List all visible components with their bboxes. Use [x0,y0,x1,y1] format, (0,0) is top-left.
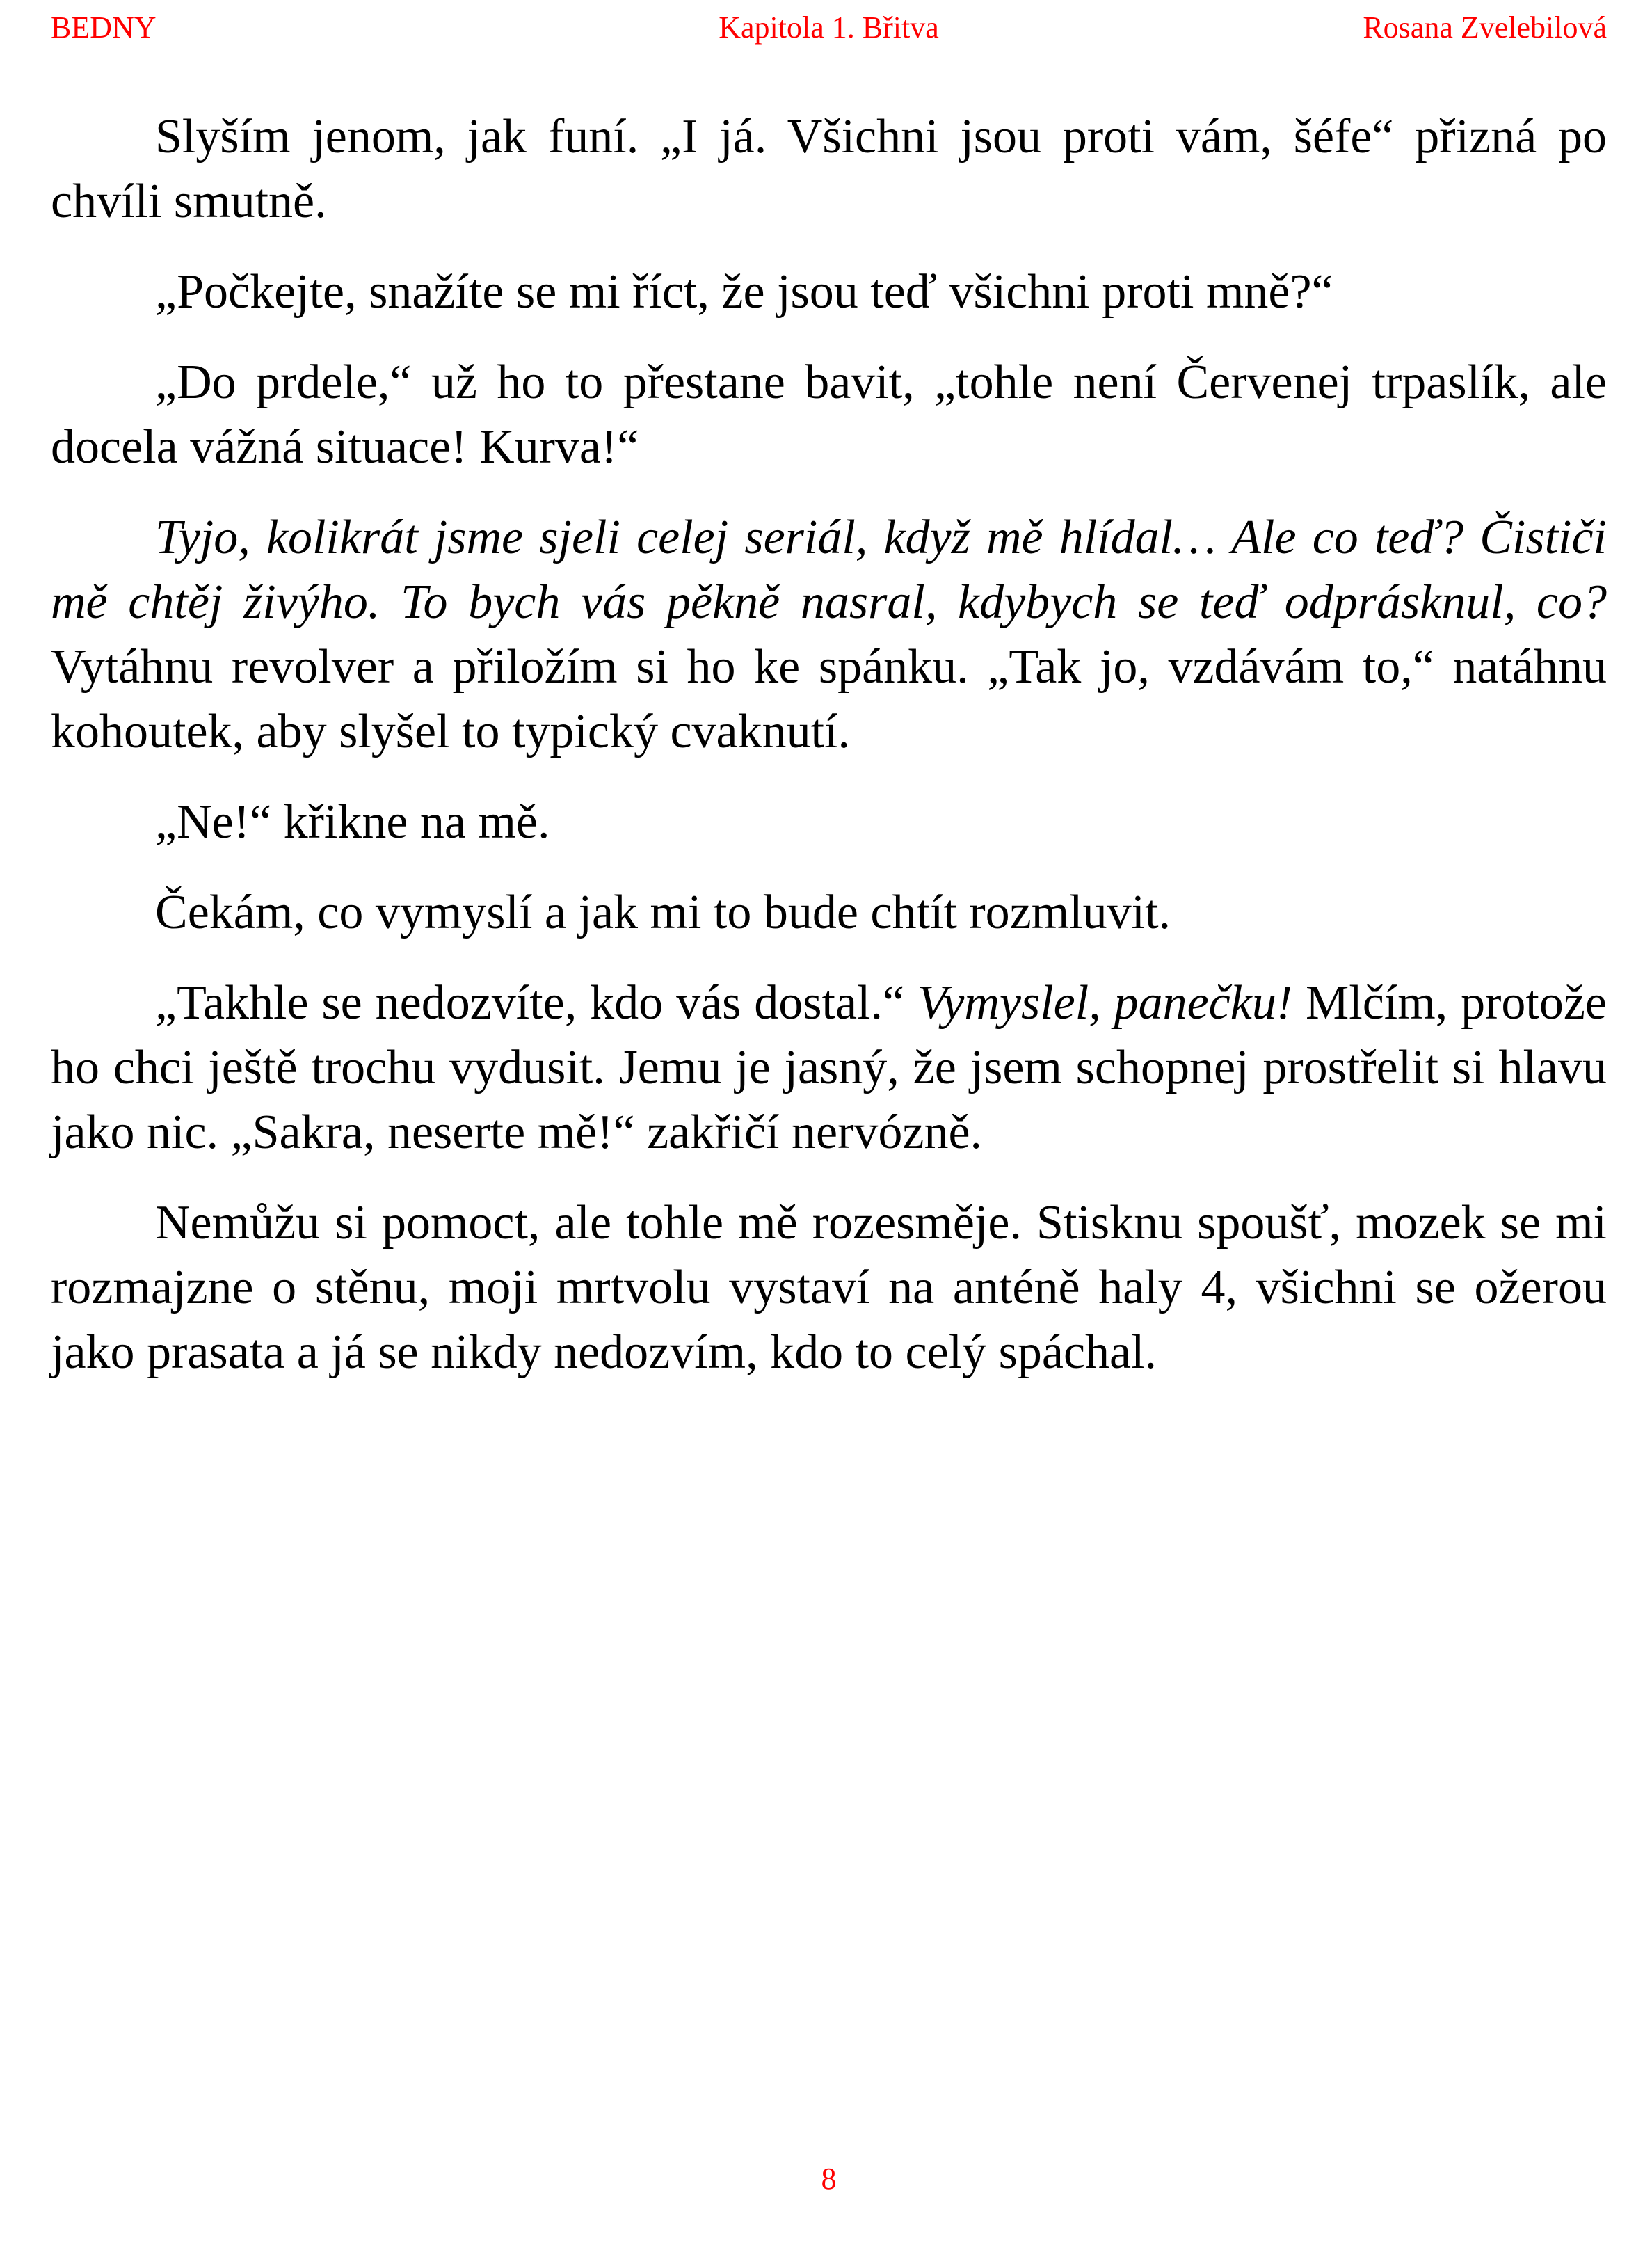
text-run: Mlčím, protože ho chci ještě trochu vydusit. Jemu je jasný, že jsem schopnej prostřelit si hlavu jako nic. „Sakra, neserte mě!“ zakřičí nervózně. [51,976,1607,1159]
header-chapter-title: Kapitola 1. Břitva [719,10,939,45]
text-run: „Počkejte, snažíte se mi říct, že jsou teď všichni proti mně?“ [155,265,1333,319]
paragraph [51,790,1607,854]
paragraph [51,1190,1607,1385]
paragraph [51,971,1607,1165]
text-run: Čekám, co vymyslí a jak mi to bude chtít rozmluvit. [155,886,1171,939]
header-book-title: BEDNY [51,10,157,45]
page-header [51,10,1607,46]
header-author-name: Rosana Zvelebilová [1363,10,1607,45]
paragraph [51,880,1607,945]
page-number: 8 [821,2162,837,2196]
paragraph [51,260,1607,324]
text-run: „Ne!“ křikne na mě. [155,795,550,849]
text-run: „Takhle se nedozvíte, kdo vás dostal.“ [155,976,917,1030]
paragraph [51,505,1607,764]
text-run: Vytáhnu revolver a přiložím si ho ke spánku. „Tak jo, vzdávám to,“ natáhnu kohoutek, aby slyšel to typický cvaknutí. [51,640,1607,758]
text-run: Nemůžu si pomoct, ale tohle mě rozesměje. Stisknu spoušť, mozek se mi rozmajzne o stěnu, moji mrtvolu vystaví na anténě haly 4, všichni se ožerou jako prasata a já se nikdy nedozvím, kdo to celý spáchal. [51,1196,1607,1379]
text-run: Slyším jenom, jak funí. „I já. Všichni jsou proti vám, šéfe“ přizná po chvíli smutně. [51,110,1607,228]
paragraph [51,104,1607,234]
page-footer [51,2161,1607,2197]
body-text [51,104,1607,1410]
text-run: „Do prdele,“ už ho to přestane bavit, „tohle není Červenej trpaslík, ale docela vážná situace! Kurva!“ [51,356,1607,474]
text-run-italic: Tyjo, kolikrát jsme sjeli celej seriál, když mě hlídal… Ale co teď? Čističi mě chtěj živýho. To bych vás pěkně nasral, kdybych se teď odprásknul, co? [51,511,1607,629]
text-run-italic: Vymyslel, panečku! [917,976,1293,1030]
paragraph [51,350,1607,479]
